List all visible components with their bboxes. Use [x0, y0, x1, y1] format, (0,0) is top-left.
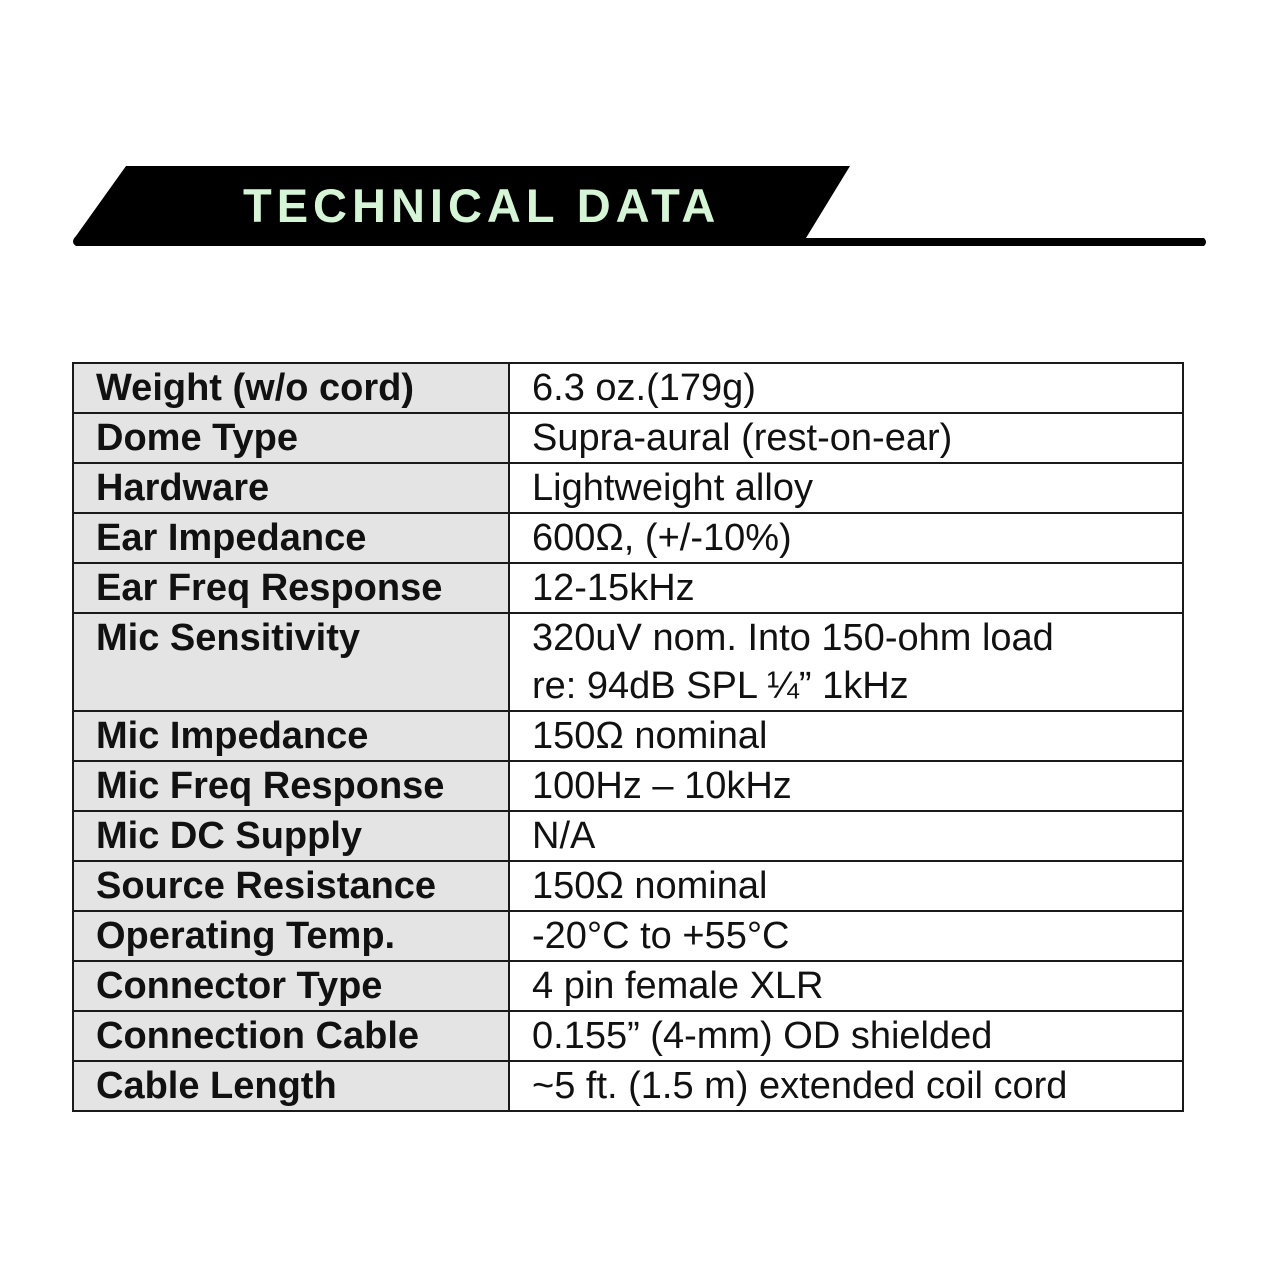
- spec-value-line: 6.3 oz.(179g): [532, 367, 756, 409]
- spec-value-line: Lightweight alloy: [532, 467, 813, 509]
- spec-value: [509, 463, 1183, 513]
- spec-label: Ear Impedance: [73, 513, 509, 563]
- spec-value: [509, 363, 1183, 413]
- spec-value: [509, 613, 1183, 711]
- spec-value-line: 0.155” (4-mm) OD shielded: [532, 1015, 993, 1057]
- spec-value-line: 600Ω, (+/-10%): [532, 517, 792, 559]
- spec-value-line: -20°C to +55°C: [532, 915, 790, 957]
- spec-value: [509, 911, 1183, 961]
- spec-value: [509, 861, 1183, 911]
- spec-value: [509, 811, 1183, 861]
- spec-table-body: [73, 363, 1183, 1111]
- spec-value: [509, 761, 1183, 811]
- table-row: [73, 513, 1183, 563]
- spec-value-line: re: 94dB SPL ¼” 1kHz: [532, 665, 909, 707]
- spec-value-line: ~5 ft. (1.5 m) extended coil cord: [532, 1065, 1068, 1107]
- table-row: [73, 363, 1183, 413]
- table-row: [73, 961, 1183, 1011]
- page-title: TECHNICAL DATA: [243, 179, 721, 232]
- table-row: [73, 613, 1183, 711]
- spec-label: Ear Freq Response: [73, 563, 509, 613]
- spec-value: [509, 961, 1183, 1011]
- spec-label: Operating Temp.: [73, 911, 509, 961]
- spec-label: Dome Type: [73, 413, 509, 463]
- spec-label: Mic Impedance: [73, 711, 509, 761]
- spec-label: Connector Type: [73, 961, 509, 1011]
- table-row: [73, 911, 1183, 961]
- spec-value: [509, 563, 1183, 613]
- table-row: [73, 861, 1183, 911]
- section-header: [0, 0, 1280, 260]
- table-row: [73, 711, 1183, 761]
- spec-label: Weight (w/o cord): [73, 363, 509, 413]
- spec-value: [509, 1061, 1183, 1111]
- spec-value-line: 150Ω nominal: [532, 715, 768, 757]
- table-row: [73, 413, 1183, 463]
- table-row: [73, 463, 1183, 513]
- spec-value: [509, 711, 1183, 761]
- table-row: [73, 761, 1183, 811]
- spec-label: Mic Freq Response: [73, 761, 509, 811]
- table-row: [73, 563, 1183, 613]
- spec-label: Cable Length: [73, 1061, 509, 1111]
- spec-value: [509, 413, 1183, 463]
- spec-value-line: 100Hz – 10kHz: [532, 765, 792, 807]
- spec-value-line: 150Ω nominal: [532, 865, 768, 907]
- spec-label: Source Resistance: [73, 861, 509, 911]
- table-row: [73, 811, 1183, 861]
- spec-label: Mic DC Supply: [73, 811, 509, 861]
- table-row: [73, 1061, 1183, 1111]
- spec-table: [72, 362, 1184, 1112]
- spec-value: [509, 513, 1183, 563]
- spec-value-line: 4 pin female XLR: [532, 965, 824, 1007]
- spec-label: Hardware: [73, 463, 509, 513]
- spec-label: Mic Sensitivity: [73, 613, 509, 711]
- spec-value-line: N/A: [532, 815, 596, 857]
- spec-value-line: Supra-aural (rest-on-ear): [532, 417, 953, 459]
- table-row: [73, 1011, 1183, 1061]
- spec-value-line: 12-15kHz: [532, 567, 695, 609]
- spec-value-line: 320uV nom. Into 150-ohm load: [532, 617, 1054, 659]
- spec-value: [509, 1011, 1183, 1061]
- spec-label: Connection Cable: [73, 1011, 509, 1061]
